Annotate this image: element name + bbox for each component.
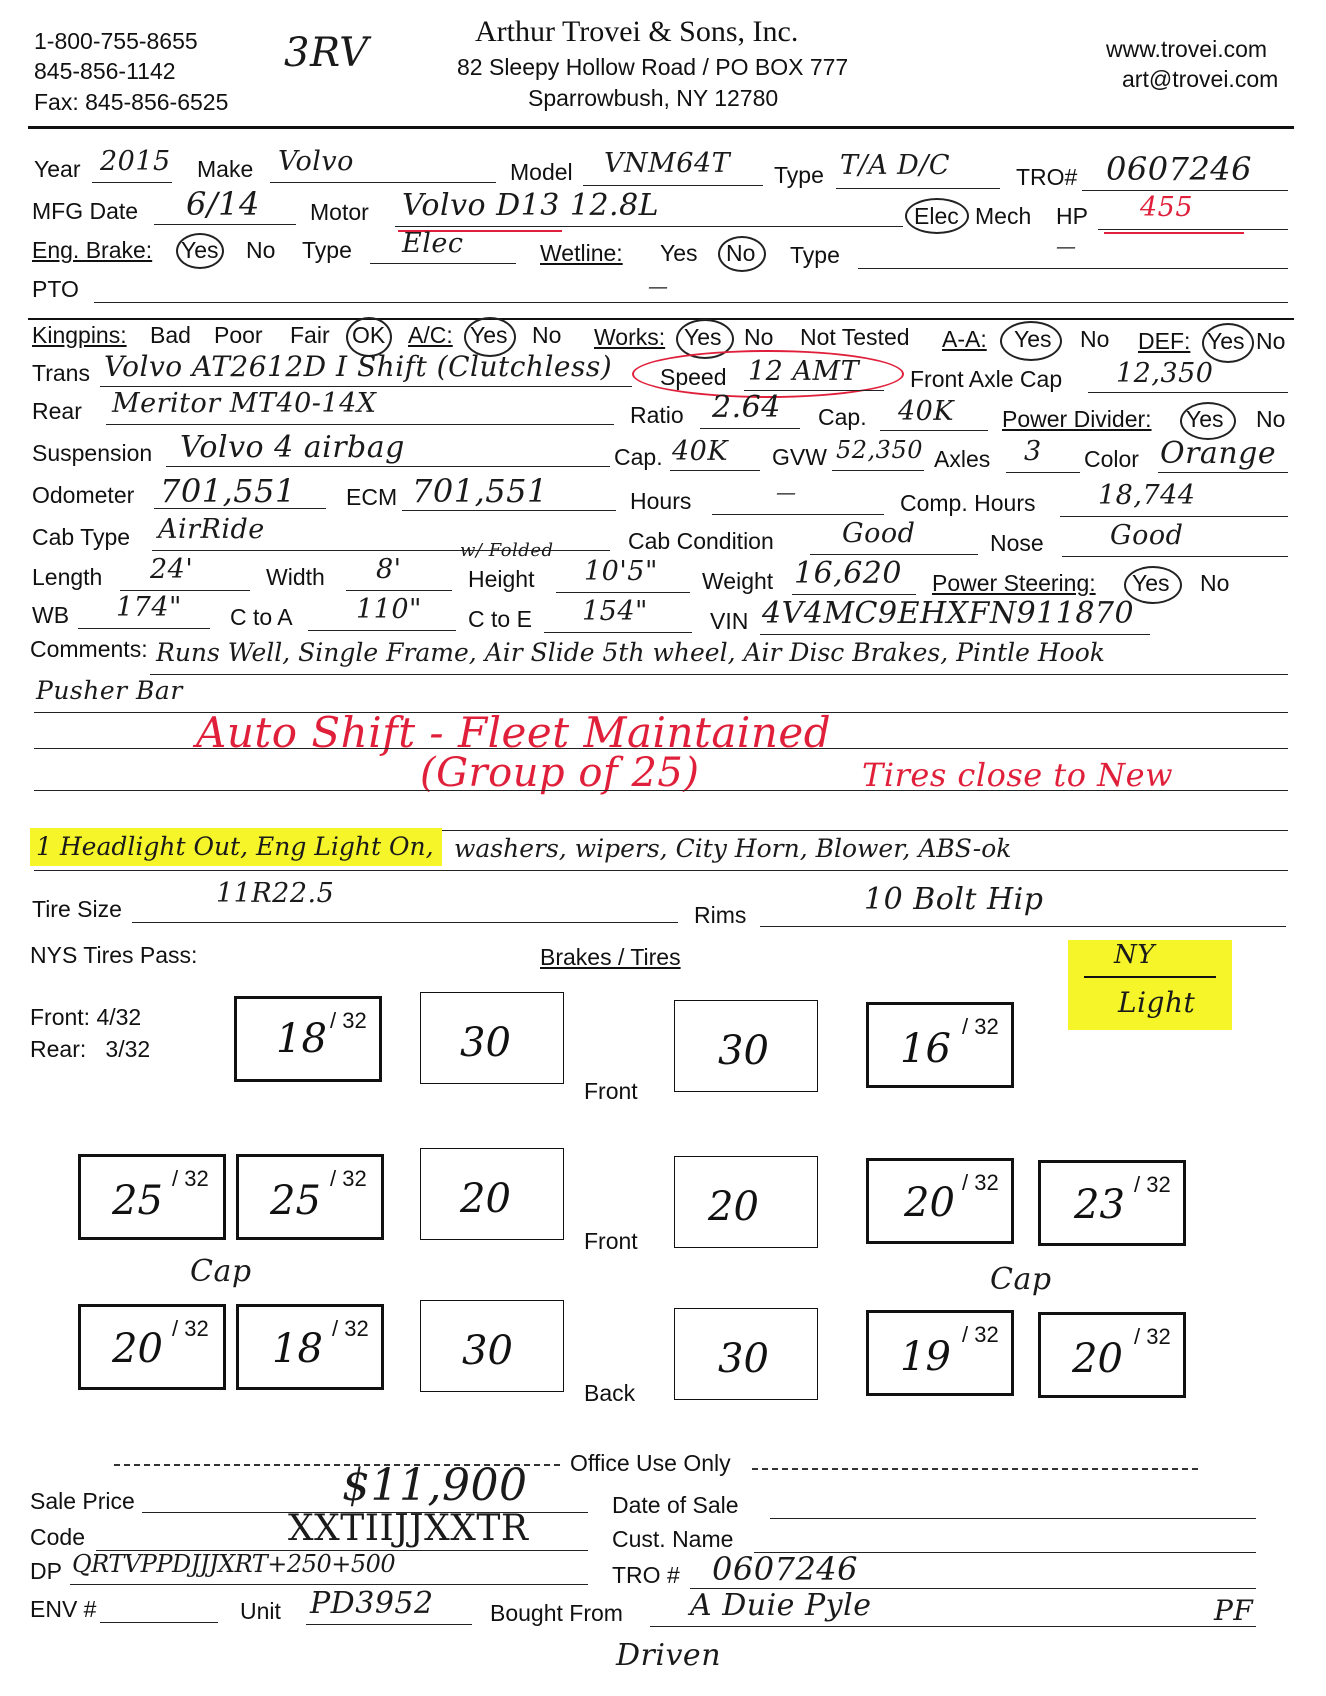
comment-line-4 (34, 790, 1288, 791)
power-divider-label: Power Divider: (1002, 406, 1152, 432)
axles-value: 3 (1024, 436, 1042, 467)
comment-line-1 (150, 674, 1288, 675)
height-label: Height (468, 566, 535, 592)
comment-rest: washers, wipers, City Horn, Blower, ABS-ok (454, 834, 1012, 863)
odometer-label: Odometer (32, 482, 135, 508)
def-yes: Yes (1207, 328, 1245, 354)
comment-line-3 (34, 748, 1288, 749)
dp-line (70, 1584, 588, 1585)
vin-label: VIN (710, 608, 749, 634)
tro-value: 0607246 (1106, 150, 1253, 188)
rear-cap-value: 40K (898, 396, 955, 427)
brakes-tires-heading: Brakes / Tires (540, 944, 681, 970)
office-use-only-label: Office Use Only (570, 1450, 731, 1476)
bought-from-line (650, 1626, 1256, 1627)
cab-condition-label: Cab Condition (628, 528, 774, 554)
ac-yes: Yes (470, 322, 508, 348)
rear-cap-label: Cap. (818, 404, 867, 430)
def-label: DEF: (1138, 328, 1191, 354)
type-label: Type (774, 162, 824, 188)
wetline-label: Wetline: (540, 240, 623, 266)
fax-number: Fax: 845-856-6525 (34, 89, 229, 115)
hours-value: — (776, 480, 797, 504)
bought-from-value: A Duie Pyle (690, 1588, 872, 1623)
trans-line (100, 386, 632, 387)
make-label: Make (197, 156, 254, 182)
fraction-label: / 32 (332, 1316, 369, 1341)
kingpins-bad: Bad (150, 322, 191, 348)
hours-line (712, 514, 884, 515)
length-label: Length (32, 564, 103, 590)
rims-line (760, 926, 1286, 927)
year-value: 2015 (100, 146, 171, 177)
fraction-label: / 32 (962, 1014, 999, 1039)
tire-size-label: Tire Size (32, 896, 122, 922)
wet-type-line (858, 268, 1288, 269)
cab-condition-line (810, 554, 978, 555)
tread-depth: 18 (276, 1016, 327, 1062)
mech-label: Mech (975, 203, 1032, 229)
suspension-label: Suspension (32, 440, 153, 466)
unit-line (306, 1624, 472, 1625)
unit-label: Unit (240, 1598, 281, 1624)
ac-no: No (532, 322, 562, 348)
type-value: T/A D/C (840, 150, 951, 181)
nose-value: Good (1110, 520, 1184, 551)
fraction-label: / 32 (330, 1008, 367, 1033)
ecm-line (402, 510, 616, 511)
vin-line (760, 634, 1150, 635)
power-divider-no: No (1256, 406, 1286, 432)
front-axle-cap-line (1088, 392, 1288, 393)
back-axle-label: Back (584, 1380, 636, 1406)
gvw-label: GVW (772, 444, 827, 470)
power-steering-yes: Yes (1132, 570, 1170, 596)
brake-type-line (370, 263, 516, 264)
brake-reading: 30 (462, 1328, 513, 1374)
company-address-2: Sparrowbush, NY 12780 (528, 85, 779, 111)
code-value: XXTIIJJXXTR (288, 1508, 529, 1549)
length-line (120, 590, 250, 591)
speed-label: Speed (660, 364, 727, 390)
front-requirement: Front: 4/32 (30, 1004, 142, 1030)
height-line (556, 592, 690, 593)
highlighted-note: 1 Headlight Out, Eng Light On, (36, 832, 434, 861)
cap-note-left: Cap (190, 1254, 252, 1289)
dp-value: QRTVPPDJJJXRT+250+500 (72, 1550, 396, 1578)
color-line (1158, 472, 1288, 473)
def-no: No (1256, 328, 1286, 354)
motor-line (395, 226, 903, 227)
comment-line-2-text: Pusher Bar (36, 676, 183, 705)
length-value: 24' (150, 554, 194, 585)
ecm-value: 701,551 (412, 472, 548, 510)
nyl-divider (1084, 976, 1216, 978)
front-axle-label-1: Front (584, 1078, 638, 1104)
type-line (836, 188, 1000, 189)
suspension-value: Volvo 4 airbag (180, 430, 405, 465)
fraction-label: / 32 (172, 1166, 209, 1191)
year-label: Year (34, 156, 81, 182)
power-steering-no: No (1200, 570, 1230, 596)
trans-label: Trans (32, 360, 90, 386)
tro-line (1082, 190, 1288, 191)
mfg-date-line (154, 224, 296, 225)
power-steering-label: Power Steering: (932, 570, 1096, 596)
ratio-value: 2.64 (712, 390, 781, 425)
dp-label: DP (30, 1558, 62, 1584)
speed-value: 12 AMT (748, 356, 860, 387)
nose-label: Nose (990, 530, 1044, 556)
brake-reading: 30 (718, 1028, 769, 1074)
susp-cap-label: Cap. (614, 444, 663, 470)
brake-reading: 20 (708, 1184, 759, 1230)
bought-from-tag: PF (1214, 1594, 1254, 1627)
rear-line (106, 424, 614, 425)
tread-depth: 19 (900, 1334, 951, 1380)
rims-label: Rims (694, 902, 747, 928)
tread-depth: 20 (112, 1326, 163, 1372)
pto-value: — (648, 274, 669, 298)
ecm-label: ECM (346, 484, 398, 510)
tread-depth: 23 (1074, 1182, 1125, 1228)
stock-mark: 3RV (284, 30, 369, 76)
mfg-date-label: MFG Date (32, 198, 139, 224)
model-value: VNM64T (604, 148, 731, 179)
wetline-yes: Yes (660, 240, 698, 266)
ratio-label: Ratio (630, 402, 684, 428)
axles-label: Axles (934, 446, 991, 472)
brake-reading: 20 (460, 1176, 511, 1222)
hp-line (1098, 229, 1288, 230)
company-email: art@trovei.com (1122, 66, 1279, 92)
tread-depth: 18 (272, 1326, 323, 1372)
red-note-auto-shift: Auto Shift - Fleet Maintained (196, 708, 832, 757)
c-to-e-line (544, 632, 692, 633)
cap-note-right: Cap (990, 1262, 1052, 1297)
sale-price-value: $11,900 (342, 1460, 528, 1511)
wb-value: 174" (116, 592, 182, 623)
hours-label: Hours (630, 488, 692, 514)
eng-brake-label: Eng. Brake: (32, 237, 153, 263)
model-label: Model (510, 159, 573, 185)
hp-value: 455 (1140, 192, 1194, 223)
pto-label: PTO (32, 276, 79, 302)
brake-reading: 30 (718, 1336, 769, 1382)
fraction-label: / 32 (172, 1316, 209, 1341)
kingpins-label: Kingpins: (32, 322, 127, 348)
comment-line-1-text: Runs Well, Single Frame, Air Slide 5th wheel, Air Disc Brakes, Pintle Hook (156, 638, 1105, 667)
kingpins-fair: Fair (290, 322, 330, 348)
susp-cap-value: 40K (672, 436, 729, 467)
wetline-no: No (726, 240, 756, 266)
company-website: www.trovei.com (1106, 36, 1268, 62)
height-note: w/ Folded (460, 540, 554, 561)
tread-depth: 16 (900, 1026, 951, 1072)
date-of-sale-line (770, 1518, 1256, 1519)
suspension-line (166, 466, 610, 467)
kingpins-ok: OK (352, 322, 386, 348)
cab-condition-value: Good (842, 518, 916, 549)
gvw-line (832, 470, 924, 471)
aa-no: No (1080, 326, 1110, 352)
comp-hours-label: Comp. Hours (900, 490, 1036, 516)
eng-brake-yes: Yes (181, 237, 219, 263)
wet-type-label: Type (790, 242, 840, 268)
rear-label: Rear (32, 398, 82, 424)
motor-label: Motor (310, 199, 369, 225)
brake-type-label: Type (302, 237, 352, 263)
aa-yes: Yes (1014, 326, 1052, 352)
phone-1: 1-800-755-8655 (34, 28, 198, 54)
motor-value: Volvo D13 12.8L (402, 188, 660, 223)
cab-type-label: Cab Type (32, 524, 131, 550)
env-label: ENV # (30, 1596, 97, 1622)
front-axle-cap-label: Front Axle Cap (910, 366, 1063, 392)
tro2-label: TRO # (612, 1562, 680, 1588)
hp-label: HP (1056, 203, 1088, 229)
works-no: No (744, 324, 774, 350)
nyl-note: NY (1114, 940, 1155, 970)
weight-value: 16,620 (794, 556, 902, 591)
c-to-a-line (308, 630, 456, 631)
elec-label: Elec (914, 203, 959, 229)
env-line (100, 1622, 218, 1623)
width-label: Width (266, 564, 325, 590)
aa-label: A-A: (942, 326, 987, 352)
light-note: Light (1118, 986, 1196, 1019)
comp-hours-line (1060, 516, 1288, 517)
section-divider-1 (28, 318, 1294, 320)
fraction-label: / 32 (1134, 1324, 1171, 1349)
height-value: 10'5" (584, 556, 658, 587)
color-label: Color (1084, 446, 1139, 472)
tro-label: TRO# (1016, 164, 1078, 190)
odometer-value: 701,551 (160, 472, 296, 510)
fraction-label: / 32 (1134, 1172, 1171, 1197)
wb-line (78, 628, 210, 629)
fraction-label: / 32 (962, 1170, 999, 1195)
company-address-1: 82 Sleepy Hollow Road / PO BOX 777 (457, 54, 849, 80)
power-divider-yes: Yes (1186, 406, 1224, 432)
make-value: Volvo (278, 146, 354, 177)
front-axle-label-2: Front (584, 1228, 638, 1254)
tire-size-line (132, 922, 678, 923)
date-of-sale-label: Date of Sale (612, 1492, 739, 1518)
code-label: Code (30, 1524, 85, 1550)
rear-value: Meritor MT40-14X (112, 388, 377, 419)
color-value: Orange (1160, 436, 1277, 471)
vin-value: 4V4MC9EHXFN911870 (762, 596, 1135, 631)
red-note-group: (Group of 25) (420, 750, 700, 796)
driven-note: Driven (616, 1638, 722, 1673)
tire-size-value: 11R22.5 (216, 878, 335, 909)
gvw-value: 52,350 (836, 436, 923, 464)
weight-label: Weight (702, 568, 774, 594)
nys-tires-pass-label: NYS Tires Pass: (30, 942, 198, 968)
red-note-tires: Tires close to New (862, 756, 1173, 794)
c-to-a-label: C to A (230, 604, 293, 630)
width-line (346, 590, 452, 591)
ac-label: A/C: (408, 322, 453, 348)
hp-red-underline (1104, 232, 1244, 234)
wet-type-value: — (1056, 234, 1077, 258)
wb-label: WB (32, 602, 70, 628)
rear-requirement: Rear: 3/32 (30, 1036, 151, 1062)
office-dashes-right (752, 1468, 1198, 1470)
cust-name-label: Cust. Name (612, 1526, 734, 1552)
brake-reading: 30 (460, 1020, 511, 1066)
rear-cap-line (880, 430, 988, 431)
bought-from-label: Bought From (490, 1600, 623, 1626)
ratio-line (700, 428, 800, 429)
tro2-value: 0607246 (712, 1550, 859, 1588)
trans-value: Volvo AT2612D I Shift (Clutchless) (104, 350, 613, 383)
cab-type-value: AirRide (158, 514, 265, 545)
susp-cap-line (670, 470, 760, 471)
unit-value: PD3952 (310, 1586, 434, 1621)
c-to-e-value: 154" (582, 596, 648, 627)
pto-line (94, 302, 1288, 303)
eng-brake-no: No (246, 237, 276, 263)
works-yes: Yes (684, 324, 722, 350)
c-to-e-label: C to E (468, 606, 532, 632)
tread-depth: 25 (112, 1178, 163, 1224)
weight-line (792, 594, 916, 595)
header-divider (28, 126, 1294, 129)
sale-price-label: Sale Price (30, 1488, 135, 1514)
works-not-tested: Not Tested (800, 324, 910, 350)
phone-2: 845-856-1142 (34, 58, 176, 84)
tread-depth: 20 (904, 1180, 955, 1226)
year-line (92, 182, 172, 183)
axles-line (1006, 472, 1080, 473)
model-line (583, 185, 763, 186)
fraction-label: / 32 (962, 1322, 999, 1347)
comp-hours-value: 18,744 (1098, 480, 1196, 511)
kingpins-poor: Poor (214, 322, 263, 348)
works-label: Works: (594, 324, 666, 350)
company-name: Arthur Trovei & Sons, Inc. (475, 15, 799, 48)
fraction-label: / 32 (330, 1166, 367, 1191)
rims-value: 10 Bolt Hip (864, 882, 1044, 917)
brake-type-value: Elec (402, 228, 464, 259)
tread-depth: 20 (1072, 1336, 1123, 1382)
nose-line (1062, 556, 1288, 557)
comment-line-6 (34, 870, 1288, 871)
width-value: 8' (376, 554, 402, 585)
make-line (270, 182, 496, 183)
tread-depth: 25 (270, 1178, 321, 1224)
c-to-a-value: 110" (356, 594, 422, 625)
front-axle-cap-value: 12,350 (1116, 358, 1214, 389)
mfg-date-value: 6/14 (186, 185, 260, 223)
comments-label: Comments: (30, 636, 148, 662)
